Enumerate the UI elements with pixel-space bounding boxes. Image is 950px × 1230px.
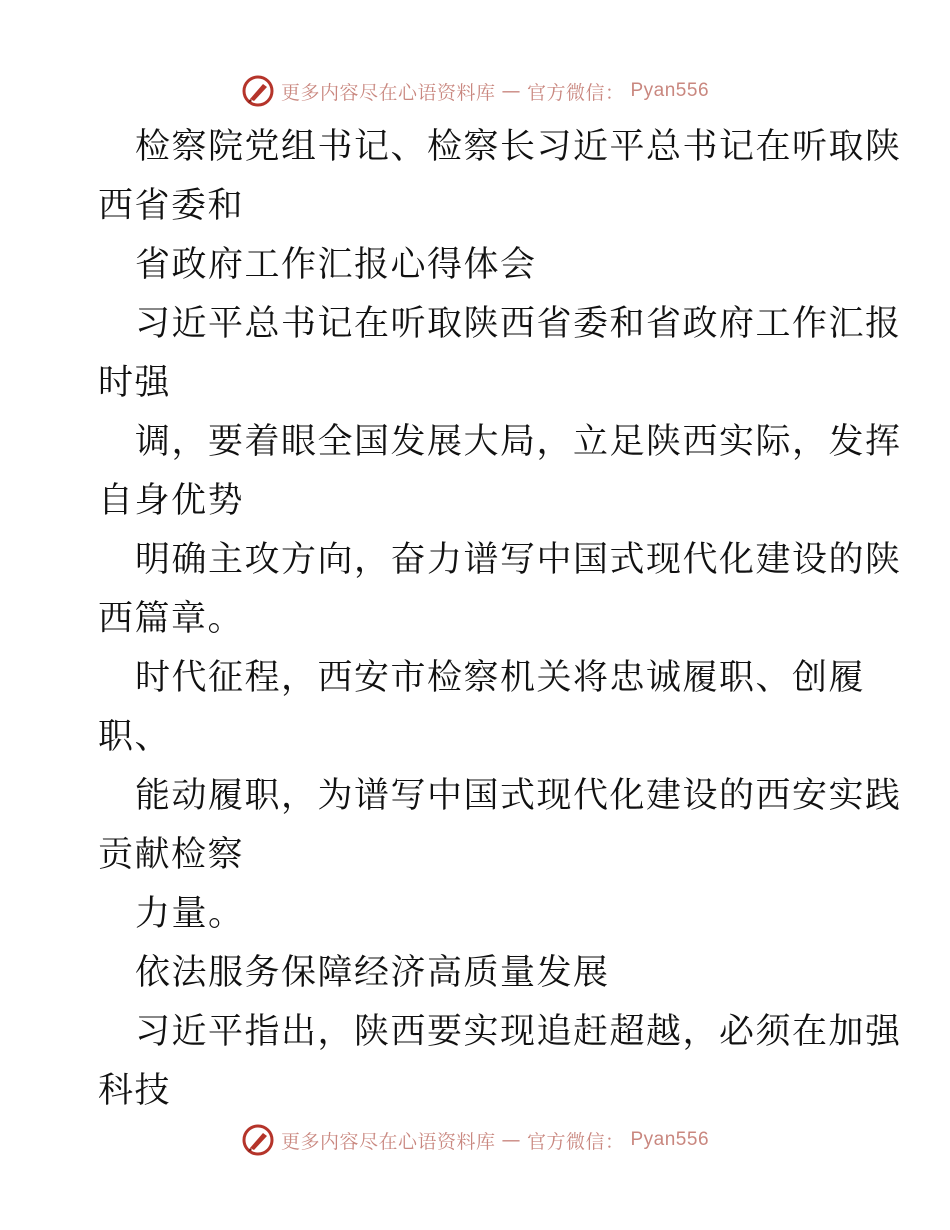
footer-watermark (0, 1120, 950, 1160)
text-line: 调，要着眼全国发展大局，立足陕西实际，发挥 (135, 422, 902, 462)
watermark-separator: — (501, 80, 521, 102)
text-line: 习近平指出，陕西要实现追赶超越，必须在加强 (135, 1012, 902, 1052)
text-line: 时代征程，西安市检察机关将忠诚履职、创履 (135, 658, 866, 698)
text-line: 依法服务保障经济高质量发展 (135, 953, 610, 993)
text-line: 时强 (98, 363, 172, 403)
text-line: 自身优势 (98, 481, 245, 521)
pen-logo-icon (241, 74, 275, 108)
text-line: 职、 (98, 717, 172, 757)
text-line: 检察院党组书记、检察长习近平总书记在听取陕 (135, 127, 902, 167)
watermark-wechat-label: 官方微信： (526, 1130, 625, 1153)
text-line: 习近平总书记在听取陕西省委和省政府工作汇报 (135, 304, 902, 344)
text-line: 明确主攻方向，奋力谱写中国式现代化建设的陕 (135, 540, 902, 580)
watermark-brand: 更多内容尽在心语资料库 (280, 1130, 496, 1153)
text-line: 省政府工作汇报心得体会 (135, 245, 537, 285)
text-line: 能动履职，为谱写中国式现代化建设的西安实践 (135, 776, 902, 816)
watermark-separator: — (501, 1129, 521, 1151)
header-watermark (0, 71, 950, 111)
text-line: 贡献检察 (98, 835, 245, 875)
watermark-wechat-id: Pyan556 (630, 1129, 710, 1150)
text-line: 西省委和 (98, 186, 245, 226)
document-body (98, 118, 902, 1121)
text-line: 西篇章。 (98, 599, 245, 639)
watermark-wechat-label: 官方微信： (526, 81, 625, 104)
watermark-brand: 更多内容尽在心语资料库 (280, 81, 496, 104)
text-line: 力量。 (135, 894, 245, 934)
text-line: 科技 (98, 1071, 172, 1111)
pen-logo-icon (241, 1123, 275, 1157)
watermark-wechat-id: Pyan556 (630, 80, 710, 101)
